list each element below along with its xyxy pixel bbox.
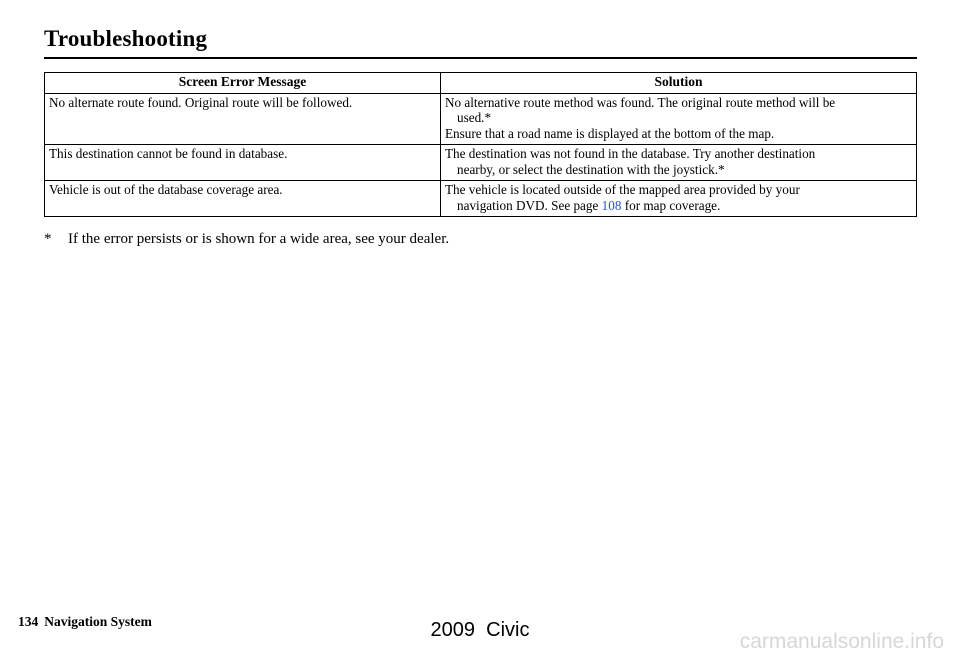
header-solution: Solution [441, 73, 917, 94]
solution-cell [441, 145, 917, 181]
table-row [45, 181, 917, 217]
error-message-cell: No alternate route found. Original route will be followed. [45, 93, 441, 145]
page-title: Troubleshooting [44, 26, 208, 51]
header-screen-error-message: Screen Error Message [45, 73, 441, 94]
error-message-cell: This destination cannot be found in database. [45, 145, 441, 181]
table-row [45, 145, 917, 181]
page-reference-link[interactable]: 108 [601, 197, 622, 213]
solution-text: No alternative route method was found. The original route method will be [445, 94, 836, 110]
watermark-model: 2009 Civic [430, 619, 530, 641]
solution-cell [441, 93, 917, 145]
solution-text-after-link: for map coverage. [624, 197, 721, 213]
solution-text-extra: Ensure that a road name is displayed at the bottom of the map. [445, 125, 775, 141]
solution-text-before-link: navigation DVD. See page [457, 197, 599, 213]
solution-text-continued: nearby, or select the destination with the joystick.* [457, 161, 725, 177]
watermark-site: carmanualsonline.info [739, 630, 944, 653]
footnote-mark: * [44, 231, 52, 247]
solution-text: The destination was not found in the database. Try another destination [445, 146, 816, 161]
table-row [45, 93, 917, 145]
footer-section-title: Navigation System [44, 614, 152, 629]
solution-cell [441, 181, 917, 217]
error-message-table [44, 72, 917, 217]
error-message-cell: Vehicle is out of the database coverage area. [45, 181, 441, 217]
title-divider [44, 57, 917, 59]
table-header-row [45, 73, 917, 94]
footnote-text: If the error persists or is shown for a wide area, see your dealer. [68, 231, 450, 247]
solution-text-continued: used.* [457, 110, 492, 125]
page-number: 134 [18, 614, 39, 629]
solution-text: The vehicle is located outside of the mapped area provided by your [445, 182, 800, 197]
footnote [44, 231, 449, 248]
solution-text-continued [445, 198, 912, 214]
